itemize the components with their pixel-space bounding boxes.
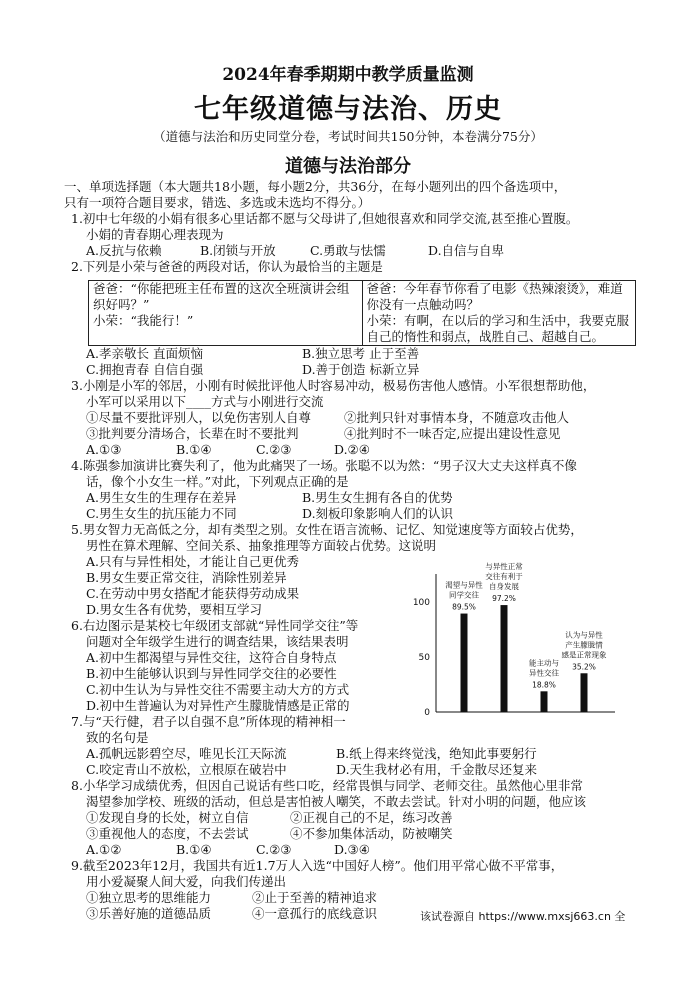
q5-stem-cont: 男性在算术理解、空间关系、抽象推理等方面较占优势。这说明 xyxy=(86,538,437,553)
category-label: 感是正常现象 xyxy=(561,650,607,660)
q9-stem-cont: 用小爱凝聚人间大爱，向我们传递出 xyxy=(86,874,287,889)
q3-statement-4: ④批判时不一味否定,应提出建设性意见 xyxy=(344,426,561,441)
q2-option-d: D.善于创造 标新立异 xyxy=(302,362,420,377)
q3-option-c: C.②③ xyxy=(256,442,292,457)
data-label: 97.2% xyxy=(492,594,516,604)
q6-stem-cont: 问题对全年级学生进行的调查结果，该结果表明 xyxy=(86,634,349,649)
bar xyxy=(581,673,588,712)
q4-option-b: B.男生女生拥有各自的优势 xyxy=(302,490,453,505)
q6-option-c: C.初中生认为与异性交往不需要主动大方的方式 xyxy=(86,682,350,697)
q7-option-c: C.咬定青山不放松，立根原在破岩中 xyxy=(86,762,287,777)
q3-option-d: D.②④ xyxy=(334,442,370,457)
subject-title: 七年级道德与法治、历史 xyxy=(194,94,502,125)
q1-stem-cont: 小娟的青春期心理表现为 xyxy=(86,227,224,242)
q3-option-a: A.①③ xyxy=(86,442,122,457)
q7-stem: 7.与“天行健，君子以自强不息”所体现的精神相一 xyxy=(71,714,346,729)
q9-statement-3: ③乐善好施的道德品质 xyxy=(86,906,212,921)
category-label: 异性交往 xyxy=(529,668,559,678)
q8-option-c: C.②③ xyxy=(256,842,292,857)
q6-option-d: D.初中生普遍认为对异性产生朦胧情感是正常的 xyxy=(86,698,350,713)
q1-stem: 1.初中七年级的小娟有很多心里话都不愿与父母讲了,但她很喜欢和同学交流,甚至推心置腹。 xyxy=(71,211,579,226)
q2-dialogue-table xyxy=(88,280,636,346)
part-heading-line2: 只有一项符合题目要求，错选、多选或未选均不得分。） xyxy=(64,195,371,210)
q8-option-d: D.③④ xyxy=(334,842,370,857)
q5-option-d: D.男女生各有优势，要相互学习 xyxy=(86,602,263,617)
q8-stem: 8.小华学习成绩优秀，但因自己说话有些口吃，经常畏惧与同学、老师交往。虽然他心里非常 xyxy=(71,778,583,793)
q7-option-a: A.孤帆远影碧空尽，唯见长江天际流 xyxy=(86,746,287,761)
q5-option-a: A.只有与异性相处，才能让自己更优秀 xyxy=(86,554,300,569)
data-label: 89.5% xyxy=(452,602,476,612)
q6-option-b: B.初中生能够认识到与异性同学交往的必要性 xyxy=(86,666,337,681)
q8-statement-3: ③重视他人的态度，不去尝试 xyxy=(86,826,249,841)
y-tick-label: 100 xyxy=(412,598,430,608)
q9-statement-1: ①独立思考的思维能力 xyxy=(86,890,212,905)
data-label: 18.8% xyxy=(532,680,556,690)
category-label: 能主动与 xyxy=(529,658,559,668)
q1-option-d: D.自信与自卑 xyxy=(428,243,505,258)
q5-option-c: C.在劳动中男女搭配才能获得劳动成果 xyxy=(86,586,300,601)
category-label: 与异性正常 xyxy=(485,562,523,572)
bar xyxy=(501,605,508,712)
exam-title: 2024年春季期期中教学质量监测 xyxy=(222,65,474,85)
q8-option-b: B.①④ xyxy=(176,842,212,857)
bar xyxy=(461,614,468,712)
q4-stem: 4.陈强参加演讲比赛失利了，他为此痛哭了一场。张聪不以为然：“男子汉大丈夫这样真不像 xyxy=(71,458,577,473)
q7-stem-cont: 致的名句是 xyxy=(86,730,149,745)
category-label: 自身发展 xyxy=(489,582,519,592)
q1-option-c: C.勇敢与怯懦 xyxy=(310,243,386,258)
q4-stem-cont: 话，像个小女生一样。”对此，下列观点正确的是 xyxy=(86,474,349,489)
y-tick-label: 50 xyxy=(418,653,430,663)
q2-option-c: C.拥抱青春 自信自强 xyxy=(86,362,204,377)
q1-option-b: B.闭锁与开放 xyxy=(200,243,276,258)
q2-left-cell: 爸爸：“你能把班主任布置的这次全班演讲会组织好吗？” 小荣：“我能行！” xyxy=(89,281,363,346)
category-label: 交往有利于 xyxy=(485,572,523,582)
source-watermark: 该试卷源自 https://www.mxsj663.cn 全 xyxy=(420,910,626,923)
q4-option-c: C.男生女生的抗压能力不同 xyxy=(86,506,237,521)
bar xyxy=(541,691,548,712)
q7-option-d: D.天生我材必有用，千金散尽还复来 xyxy=(336,762,538,777)
q1-option-a: A.反抗与依赖 xyxy=(86,243,162,258)
exam-note: （道德与法治和历史同堂分卷，考试时间共150分钟，本卷满分75分） xyxy=(153,129,543,144)
q3-option-b: B.①④ xyxy=(176,442,212,457)
q5-stem: 5.男女智力无高低之分，却有类型之别。女性在语言流畅、记忆、知觉速度等方面较占优势， xyxy=(71,522,583,537)
q3-statement-2: ②批判只针对事情本身，不随意攻击他人 xyxy=(344,410,570,425)
category-label: 同学交往 xyxy=(449,590,479,600)
q6-stem: 6.右边图示是某校七年级团支部就“异性同学交往”等 xyxy=(71,618,359,633)
q8-statement-1: ①发现自身的长处，树立自信 xyxy=(86,810,249,825)
q2-option-b: B.独立思考 止于至善 xyxy=(302,346,420,361)
section-title: 道德与法治部分 xyxy=(285,156,411,177)
q8-stem-cont: 渴望参加学校、班级的活动，但总是害怕被人嘲笑，不敢去尝试。针对小明的问题，他应该 xyxy=(86,794,587,809)
q9-statement-4: ④一意孤行的底线意识 xyxy=(252,906,378,921)
q8-statement-2: ②正视自己的不足，练习改善 xyxy=(290,810,453,825)
category-label: 产生朦胧情 xyxy=(565,640,603,650)
q2-stem: 2.下列是小荣与爸爸的两段对话，你认为最恰当的主题是 xyxy=(71,259,383,274)
q4-option-a: A.男生女生的生理存在差异 xyxy=(86,490,237,505)
y-tick-label: 0 xyxy=(424,708,430,718)
q3-stem: 3.小刚是小军的邻居，小刚有时候批评他人时容易冲动，极易伤害他人感情。小军很想帮助他， xyxy=(71,378,596,393)
q8-statement-4: ④不参加集体活动，防被嘲笑 xyxy=(290,826,453,841)
q6-option-a: A.初中生都渴望与异性交往，这符合自身特点 xyxy=(86,650,337,665)
q3-statement-1: ①尽量不要批评别人，以免伤害别人自尊 xyxy=(86,410,312,425)
part-heading-line1: 一、单项选择题（本大题共18小题，每小题2分，共36分，在每小题列出的四个备选项中， xyxy=(64,179,567,194)
q3-statement-3: ③批判要分清场合，长辈在时不要批判 xyxy=(86,426,299,441)
q7-option-b: B.纸上得来终觉浅，绝知此事要躬行 xyxy=(336,746,537,761)
q2-right-cell: 爸爸：今年春节你看了电影《热辣滚烫》，难道你没有一点触动吗？ 小荣：有啊，在以后的学习和生活中，我要克服自己的惰性和弱点，战胜自己、超越自己。 xyxy=(362,281,636,346)
q9-stem: 9.截至2023年12月，我国共有近1.7万人入选“中国好人榜”。他们用平常心做不平常事， xyxy=(71,858,564,873)
q3-stem-cont: 小军可以采用以下____方式与小刚进行交流 xyxy=(86,394,324,409)
q5-option-b: B.男女生要正常交往，消除性别差异 xyxy=(86,570,287,585)
survey-bar-chart xyxy=(400,562,630,722)
q9-statement-2: ②止于至善的精神追求 xyxy=(252,890,378,905)
category-label: 认为与异性 xyxy=(565,630,603,640)
q2-option-a: A.孝亲敬长 直面烦恼 xyxy=(86,346,203,361)
data-label: 35.2% xyxy=(572,662,596,672)
category-label: 渴望与异性 xyxy=(445,580,483,590)
q8-option-a: A.①② xyxy=(86,842,122,857)
q4-option-d: D.刻板印象影响人们的认识 xyxy=(302,506,454,521)
